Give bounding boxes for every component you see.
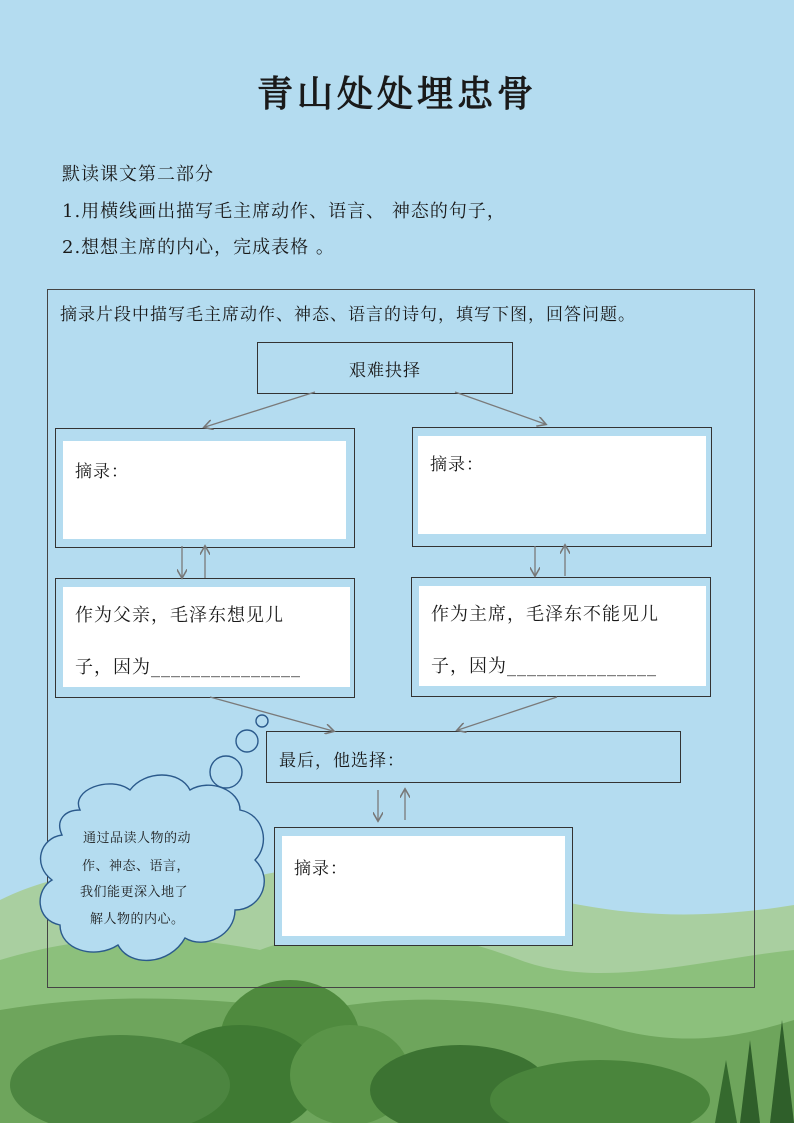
page-title: 青山处处埋忠骨 (256, 73, 537, 115)
cloud-text-line-2: 作、神态、语言， (82, 859, 191, 874)
bottom-excerpt-label: 摘录： (294, 859, 348, 879)
arrow-to-right-excerpt (455, 392, 545, 424)
chairman-reason-line-2: 子，因为_______________ (431, 656, 657, 677)
final-choice-label: 最后，他选择： (279, 751, 405, 771)
instruction-line-2: 1.用横线画出描写毛主席动作、语言、 神态的句子， (62, 201, 506, 222)
instruction-line-1: 默读课文第二部分 (62, 164, 214, 185)
left-excerpt-label: 摘录： (75, 462, 129, 482)
arrow-left-to-choice (210, 697, 333, 731)
difficult-choice-label: 艰难抉择 (349, 361, 421, 381)
father-reason-line-1: 作为父亲，毛泽东想见儿 (75, 605, 284, 626)
cloud-text-line-4: 解人物的内心。 (90, 912, 185, 927)
arrow-right-to-choice (458, 697, 557, 730)
right-excerpt-label: 摘录： (430, 455, 484, 475)
worksheet-heading: 摘录片段中描写毛主席动作、神态、语言的诗句，填写下图，回答问题。 (60, 305, 636, 325)
cloud-text-line-1: 通过品读人物的动 (83, 831, 192, 846)
arrow-to-left-excerpt (205, 392, 315, 427)
chairman-reason-line-1: 作为主席，毛泽东不能见儿 (431, 604, 659, 625)
father-reason-line-2: 子，因为_______________ (75, 657, 301, 678)
cloud-text-line-3: 我们能更深入地了 (80, 885, 189, 900)
instruction-line-3: 2.想想主席的内心，完成表格 。 (62, 237, 335, 258)
